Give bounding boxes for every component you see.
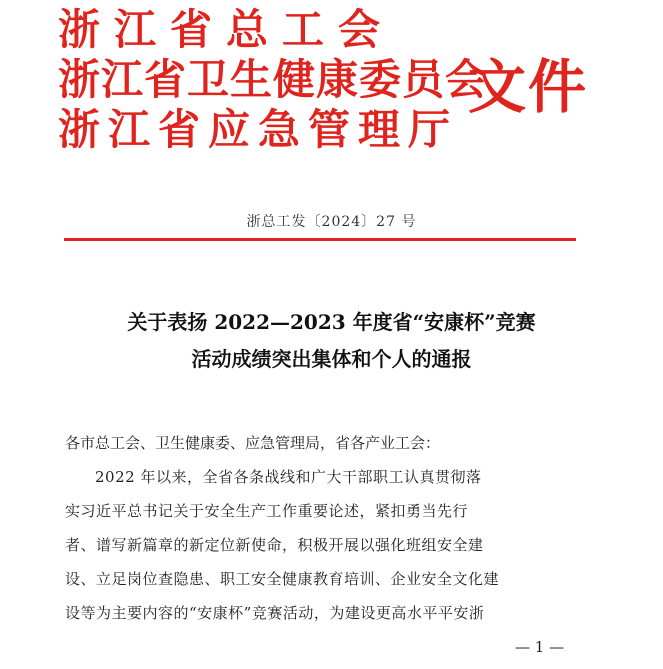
red-divider-line [64, 238, 576, 241]
body-line: 设等为主要内容的“安康杯”竞赛活动，为建设更高水平平安浙 [65, 604, 485, 622]
issuer-emergency-management: 浙江省应急管理厅 [58, 105, 459, 154]
issuer-health-commission: 浙江省卫生健康委员会 [58, 55, 489, 104]
document-number: 浙总工发〔2024〕27 号 [246, 214, 417, 230]
document-title-line-2: 活动成绩突出集体和个人的通报 [191, 347, 472, 371]
document-title-line-1: 关于表扬 2022—2023 年度省“安康杯”竞赛 [127, 310, 536, 334]
body-line: 2022 年以来，全省各条战线和广大干部职工认真贯彻落 [95, 468, 482, 486]
body-line: 实习近平总书记关于安全生产工作重要论述，紧扣勇当先行 [65, 502, 469, 520]
document-type-label: 文件 [468, 53, 589, 121]
page-number: — 1 — [515, 638, 565, 656]
salutation: 各市总工会、卫生健康委、应急管理局，省各产业工会： [65, 434, 441, 452]
body-line: 者、谱写新篇章的新定位新使命，积极开展以强化班组安全建 [65, 536, 484, 554]
issuer-provincial-trade-union: 浙江省总工会 [58, 5, 395, 54]
body-line: 设、立足岗位查隐患、职工安全健康教育培训、企业安全文化建 [65, 570, 500, 588]
